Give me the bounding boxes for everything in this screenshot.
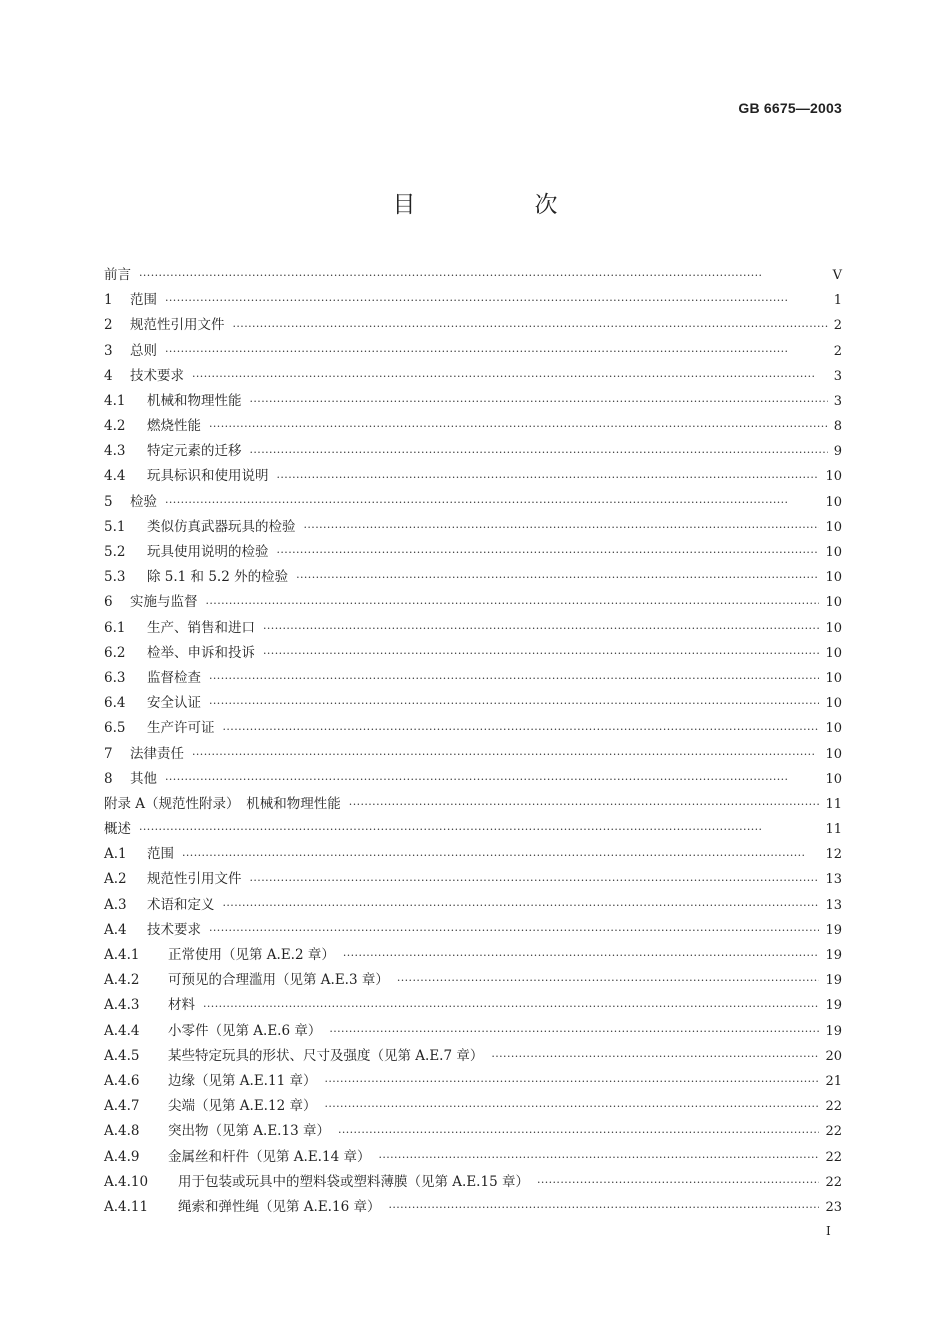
toc-entry-number: 4.2 bbox=[104, 418, 126, 435]
toc-entry-number: A.4.11 bbox=[104, 1198, 149, 1215]
toc-entry-number: 5.3 bbox=[104, 569, 126, 586]
dot-leader bbox=[378, 1145, 819, 1170]
dot-leader bbox=[250, 389, 828, 414]
toc-entry[interactable] bbox=[104, 666, 842, 691]
toc-entry-title: 检验 bbox=[130, 493, 157, 510]
toc-entry-title: 燃烧性能 bbox=[147, 418, 201, 435]
dot-leader bbox=[165, 490, 819, 515]
toc-entry-number: A.4.6 bbox=[104, 1072, 140, 1089]
toc-entry[interactable] bbox=[104, 288, 842, 313]
toc-entry-title: 技术要求 bbox=[147, 921, 201, 938]
dot-leader bbox=[165, 767, 819, 792]
toc-entry[interactable] bbox=[104, 1170, 842, 1195]
page-title: 目 次 bbox=[392, 192, 606, 218]
dot-leader bbox=[165, 339, 828, 364]
toc-entry-page: 19 bbox=[825, 922, 842, 938]
toc-entry-page: 23 bbox=[825, 1199, 842, 1215]
toc-entry-page: 22 bbox=[825, 1124, 842, 1140]
toc-entry-number: A.3 bbox=[104, 896, 127, 913]
toc-entry[interactable] bbox=[104, 616, 842, 641]
toc-entry-title: 生产、销售和进口 bbox=[147, 619, 255, 636]
toc-entry-page: 10 bbox=[825, 620, 842, 636]
toc-entry-number: A.4.1 bbox=[104, 947, 140, 964]
toc-entry-page: 19 bbox=[825, 998, 842, 1014]
toc-entry-number: A.4.8 bbox=[104, 1123, 140, 1140]
toc-entry[interactable] bbox=[104, 716, 842, 741]
toc-entry[interactable] bbox=[104, 767, 842, 792]
dot-leader bbox=[209, 691, 819, 716]
dot-leader bbox=[277, 540, 820, 565]
toc-entry-number: A.4.5 bbox=[104, 1047, 140, 1064]
toc-entry-title: 概述 bbox=[104, 821, 131, 838]
toc-entry-number: 7 bbox=[104, 745, 113, 762]
dot-leader bbox=[223, 717, 820, 742]
page-number: Ⅰ bbox=[826, 1224, 831, 1238]
toc-entry-page: 20 bbox=[825, 1048, 842, 1064]
toc-entry[interactable] bbox=[104, 868, 842, 893]
toc-entry-title: 玩具标识和使用说明 bbox=[147, 468, 269, 485]
toc-entry-title: 监督检查 bbox=[147, 669, 201, 686]
toc-entry[interactable] bbox=[104, 540, 842, 565]
toc-entry-title: 生产许可证 bbox=[147, 720, 215, 737]
dot-leader bbox=[223, 893, 820, 918]
dot-leader bbox=[250, 440, 828, 465]
toc-entry-page: 10 bbox=[825, 545, 842, 561]
table-of-contents bbox=[104, 263, 842, 1220]
toc-entry-page: 10 bbox=[825, 721, 842, 737]
toc-entry-number: A.4 bbox=[104, 921, 127, 938]
toc-entry-number: 5.2 bbox=[104, 544, 126, 561]
dot-leader bbox=[165, 288, 828, 313]
dot-leader bbox=[349, 792, 820, 817]
toc-entry-title: 可预见的合理滥用（见第 A.E.3 章） bbox=[168, 972, 389, 989]
toc-entry[interactable] bbox=[104, 1069, 842, 1094]
toc-entry[interactable] bbox=[104, 515, 842, 540]
toc-entry-page: 3 bbox=[833, 368, 842, 384]
toc-entry-number: 5 bbox=[104, 493, 113, 510]
dot-leader bbox=[388, 1195, 819, 1220]
toc-entry[interactable] bbox=[104, 742, 842, 767]
toc-entry-number: A.4.9 bbox=[104, 1148, 140, 1165]
toc-entry-title: 法律责任 bbox=[130, 745, 184, 762]
toc-entry-title: 机械和物理性能 bbox=[147, 392, 242, 409]
toc-entry-title: 用于包装或玩具中的塑料袋或塑料薄膜（见第 A.E.15 章） bbox=[178, 1173, 529, 1190]
toc-entry-number: 6.4 bbox=[104, 695, 126, 712]
toc-entry-page: 10 bbox=[825, 570, 842, 586]
dot-leader bbox=[397, 968, 820, 993]
toc-entry-title: 绳索和弹性绳（见第 A.E.16 章） bbox=[178, 1198, 381, 1215]
toc-entry-title: 术语和定义 bbox=[147, 896, 215, 913]
toc-entry-number: 6.3 bbox=[104, 669, 126, 686]
toc-entry-title: 前言 bbox=[104, 266, 131, 283]
toc-entry-number: A.4.3 bbox=[104, 997, 140, 1014]
toc-entry-page: 9 bbox=[833, 444, 842, 460]
toc-entry-page: 3 bbox=[833, 393, 842, 409]
toc-entry[interactable] bbox=[104, 691, 842, 716]
toc-entry-page: 19 bbox=[825, 1023, 842, 1039]
toc-entry[interactable] bbox=[104, 641, 842, 666]
toc-entry-page: 10 bbox=[825, 469, 842, 485]
toc-entry-number: 2 bbox=[104, 317, 113, 334]
toc-entry-title: 材料 bbox=[168, 997, 195, 1014]
dot-leader bbox=[329, 1019, 819, 1044]
toc-entry-title: 范围 bbox=[147, 846, 174, 863]
toc-entry-title: 安全认证 bbox=[147, 695, 201, 712]
toc-entry-title: 类似仿真武器玩具的检验 bbox=[147, 518, 296, 535]
toc-entry[interactable] bbox=[104, 918, 842, 943]
toc-entry-title: 范围 bbox=[130, 292, 157, 309]
toc-entry[interactable] bbox=[104, 263, 842, 288]
dot-leader bbox=[338, 1120, 820, 1145]
dot-leader bbox=[491, 1044, 819, 1069]
toc-entry-title: 检举、申诉和投诉 bbox=[147, 644, 255, 661]
toc-entry-page: 10 bbox=[825, 670, 842, 686]
toc-entry-page: 10 bbox=[825, 595, 842, 611]
dot-leader bbox=[209, 414, 828, 439]
toc-entry[interactable] bbox=[104, 465, 842, 490]
toc-entry-page: 11 bbox=[825, 822, 842, 838]
toc-entry[interactable] bbox=[104, 389, 842, 414]
toc-entry-title: 边缘（见第 A.E.11 章） bbox=[168, 1072, 317, 1089]
toc-entry-page: 22 bbox=[825, 1099, 842, 1115]
dot-leader bbox=[537, 1170, 820, 1195]
dot-leader bbox=[233, 314, 828, 339]
toc-entry[interactable] bbox=[104, 968, 842, 993]
toc-entry[interactable] bbox=[104, 943, 842, 968]
toc-entry-page: 10 bbox=[825, 519, 842, 535]
dot-leader bbox=[203, 994, 819, 1019]
toc-entry-title: 突出物（见第 A.E.13 章） bbox=[168, 1123, 330, 1140]
toc-entry-title: 规范性引用文件 bbox=[130, 317, 225, 334]
toc-entry[interactable] bbox=[104, 364, 842, 389]
toc-entry-page: 10 bbox=[825, 696, 842, 712]
toc-entry-number: 8 bbox=[104, 770, 113, 787]
dot-leader bbox=[304, 515, 820, 540]
toc-entry-title: 附录 A（规范性附录） 机械和物理性能 bbox=[104, 795, 341, 812]
toc-entry-number: A.4.10 bbox=[104, 1173, 149, 1190]
toc-entry[interactable] bbox=[104, 439, 842, 464]
toc-entry-number: 3 bbox=[104, 342, 113, 359]
toc-entry-page: 22 bbox=[825, 1149, 842, 1165]
toc-entry-number: 4.3 bbox=[104, 443, 126, 460]
toc-entry[interactable] bbox=[104, 993, 842, 1018]
toc-entry-title: 正常使用（见第 A.E.2 章） bbox=[168, 947, 335, 964]
toc-entry[interactable] bbox=[104, 590, 842, 615]
toc-entry-number: 1 bbox=[104, 292, 113, 309]
toc-entry-number: 4.1 bbox=[104, 392, 126, 409]
toc-entry[interactable] bbox=[104, 1119, 842, 1144]
toc-entry-page: 21 bbox=[825, 1073, 842, 1089]
toc-entry-page: 22 bbox=[825, 1174, 842, 1190]
dot-leader bbox=[263, 616, 819, 641]
dot-leader bbox=[343, 943, 820, 968]
toc-entry-number: 6.2 bbox=[104, 644, 126, 661]
dot-leader bbox=[182, 843, 819, 868]
toc-entry-number: 6.1 bbox=[104, 619, 126, 636]
toc-entry-page: 19 bbox=[825, 973, 842, 989]
toc-entry-page: 10 bbox=[825, 494, 842, 510]
toc-entry-page: 13 bbox=[825, 872, 842, 888]
dot-leader bbox=[139, 263, 827, 288]
toc-entry-number: A.1 bbox=[104, 846, 127, 863]
toc-entry-title: 总则 bbox=[130, 342, 157, 359]
toc-entry-number: 4 bbox=[104, 367, 113, 384]
toc-entry-title: 规范性引用文件 bbox=[147, 871, 242, 888]
toc-entry[interactable] bbox=[104, 1195, 842, 1220]
dot-leader bbox=[209, 918, 819, 943]
toc-entry-page: 2 bbox=[833, 318, 842, 334]
toc-entry-number: 6 bbox=[104, 594, 113, 611]
dot-leader bbox=[192, 742, 819, 767]
toc-entry[interactable] bbox=[104, 1094, 842, 1119]
standard-code: GB 6675—2003 bbox=[738, 100, 842, 116]
dot-leader bbox=[277, 465, 820, 490]
toc-entry[interactable] bbox=[104, 842, 842, 867]
toc-entry-title: 其他 bbox=[130, 770, 157, 787]
toc-entry-title: 技术要求 bbox=[130, 367, 184, 384]
toc-entry-page: 12 bbox=[825, 847, 842, 863]
toc-entry-title: 小零件（见第 A.E.6 章） bbox=[168, 1022, 322, 1039]
toc-entry[interactable] bbox=[104, 490, 842, 515]
dot-leader bbox=[324, 1094, 819, 1119]
toc-entry[interactable] bbox=[104, 1044, 842, 1069]
toc-entry-page: 10 bbox=[825, 746, 842, 762]
dot-leader bbox=[324, 1069, 819, 1094]
dot-leader bbox=[192, 364, 828, 389]
dot-leader bbox=[296, 565, 819, 590]
toc-entry-page: 10 bbox=[825, 771, 842, 787]
dot-leader bbox=[250, 868, 820, 893]
toc-entry-number: A.4.4 bbox=[104, 1022, 140, 1039]
toc-entry-title: 金属丝和杆件（见第 A.E.14 章） bbox=[168, 1148, 371, 1165]
toc-entry-number: 4.4 bbox=[104, 468, 126, 485]
toc-entry-page: 11 bbox=[825, 796, 842, 812]
toc-entry-title: 尖端（见第 A.E.12 章） bbox=[168, 1098, 317, 1115]
toc-entry-page: 2 bbox=[833, 343, 842, 359]
toc-entry-number: 5.1 bbox=[104, 518, 126, 535]
toc-entry-title: 实施与监督 bbox=[130, 594, 198, 611]
dot-leader bbox=[263, 641, 819, 666]
toc-entry-number: A.4.7 bbox=[104, 1098, 140, 1115]
toc-entry-page: 8 bbox=[833, 419, 842, 435]
toc-entry[interactable] bbox=[104, 414, 842, 439]
dot-leader bbox=[209, 666, 819, 691]
toc-entry-title: 某些特定玩具的形状、尺寸及强度（见第 A.E.7 章） bbox=[168, 1047, 484, 1064]
toc-entry[interactable] bbox=[104, 792, 842, 817]
toc-entry[interactable] bbox=[104, 565, 842, 590]
toc-entry-page: 13 bbox=[825, 897, 842, 913]
dot-leader bbox=[206, 591, 820, 616]
toc-entry-title: 玩具使用说明的检验 bbox=[147, 544, 269, 561]
toc-entry-page: 10 bbox=[825, 645, 842, 661]
toc-entry[interactable] bbox=[104, 339, 842, 364]
dot-leader bbox=[139, 817, 819, 842]
toc-entry[interactable] bbox=[104, 1145, 842, 1170]
toc-entry[interactable] bbox=[104, 893, 842, 918]
toc-entry-title: 除 5.1 和 5.2 外的检验 bbox=[147, 569, 289, 586]
toc-entry[interactable] bbox=[104, 1019, 842, 1044]
toc-entry-page: 1 bbox=[833, 293, 842, 309]
toc-entry[interactable] bbox=[104, 313, 842, 338]
toc-entry-number: 6.5 bbox=[104, 720, 126, 737]
toc-entry-title: 特定元素的迁移 bbox=[147, 443, 242, 460]
toc-entry-page: Ⅴ bbox=[832, 267, 842, 283]
toc-entry[interactable] bbox=[104, 817, 842, 842]
toc-entry-page: 19 bbox=[825, 948, 842, 964]
toc-entry-number: A.2 bbox=[104, 871, 127, 888]
toc-entry-number: A.4.2 bbox=[104, 972, 140, 989]
